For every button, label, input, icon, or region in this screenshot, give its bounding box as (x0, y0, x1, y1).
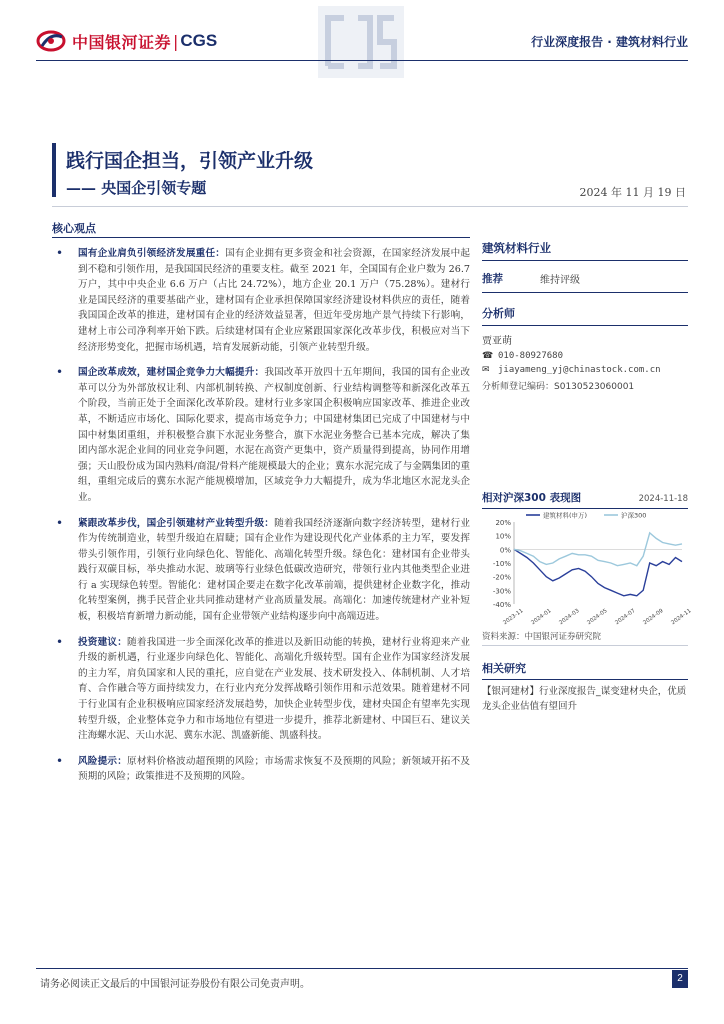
x-tick-label: 2023-11 (502, 608, 525, 627)
email-icon: ✉ (482, 365, 490, 375)
y-tick-label: -40% (492, 601, 511, 609)
core-bullet (52, 635, 470, 744)
y-tick-label: 10% (495, 532, 511, 541)
rating-value: 维持评级 (540, 275, 580, 286)
core-views-heading: 核心观点 (52, 222, 96, 235)
title-accent-bar (52, 143, 56, 197)
brand-separator: | (173, 31, 179, 51)
bullet-text: 我国改革开放四十五年期间，我国的国有企业改革可以分为外部放权让利、内部机制转换、产权制度创新、行业结构调整等和新深化改革五个阶段，当前正处于全面深化改革阶段。建材行业多家国企积极响应国家改革、推进企业改革，不断适应市场化、国际化要求，提高市场竞争力；中国建材集团已完成了中国建材与中国中材集团重组，并积极整合旗下水泥业务整合，旗下水泥业务整合已基本完成，解决了集团内部水泥企业间的同业竞争问题，水泥在高资产更集中，资产质量得到提高，协同作用增强；天山股份成为国内熟料/商混/骨料产能规模最大的企业；冀东水泥完成了与金隅集团的重组，重组完成后的冀东水泥产能规模增加，区域竞争力大幅提升，成为华北地区水泥龙头企业。 (78, 367, 471, 503)
header-divider (36, 60, 688, 61)
bullet-text: 随着我国进一步全面深化改革的推进以及新旧动能的转换，建材行业将迎来产业升级的新机遇，行业逐步向绿色化、智能化、高端化升级转型。国有企业作为国家经济发展的主力军，肩负国家和人民的重托，应自觉在产业发展、技术研发投入、体制机制、人才培育、合作融合等方面持续发力，在行业内充分发挥战略引领作用和示范效果。随着建材不同于行业国有企业积极响应国家经济发展趋势，加快企业转型步伐，建材央国企有望率先实现转型升级，企业整体竞争力和市场地位有望进一步提升，推荐北新建材、中国巨石、建议关注海螺水泥、天山水泥、冀东水泥、凯盛新能、凯盛科技。 (78, 636, 471, 742)
bullet-lead: 国企改革成效，建材国企竞争力大幅提升： (78, 367, 265, 379)
report-title: 践行国企担当，引领产业升级 (66, 150, 314, 172)
galaxy-logo-icon (36, 28, 66, 54)
chart-title: 相对沪深300 表现图 (482, 492, 582, 504)
chart-source: 资料来源：中国银河证券研究院 (482, 632, 602, 642)
x-tick-label: 2024-03 (558, 608, 581, 627)
analyst-cert: 分析师登记编码：S0130523060001 (482, 382, 635, 392)
y-tick-label: 20% (495, 519, 511, 527)
x-tick-label: 2024-09 (642, 608, 665, 627)
bullet-lead: 投资建议： (78, 636, 128, 648)
bullet-text: 国有企业拥有更多资金和社会资源，在国家经济发展中起到不稳和引领作用，是我国国民经济的重要支柱。截至 2021 年，全国国有企业户数为 26.7 万户，其中中央企业 6.6 万户（占比 24.72%），地方企业 20.1 万户（75.28%）。建材行业是国民经济的重要基础产业，建材国有企业承担保障国家经济建设材料供应的责任，随着我国国企改革的推进，建材国有企业的经济效益显著，但近年受房地产景气持续下行影响，建材上市公司净利率开始下跌。后续建材国有企业应紧跟国家深化改革步伐，积极应对当下经济形势变化，把握市场机遇，培育发展新动能，引领产业转型升级。 (78, 248, 471, 353)
brand-logo (36, 28, 217, 54)
analyst-heading: 分析师 (482, 305, 688, 326)
analyst-phone-row (482, 351, 688, 361)
phone-icon: ☎ (482, 351, 494, 361)
y-tick-label: -10% (492, 560, 511, 568)
report-type: 行业深度报告 · 建筑材料行业 (531, 35, 688, 49)
x-tick-label: 2024-05 (586, 608, 609, 627)
report-subtitle: —— 央国企引领专题 (66, 179, 207, 197)
y-tick-label: 0% (499, 546, 511, 555)
analyst-email[interactable]: jiayameng_yj@chinastock.com.cn (498, 365, 661, 375)
x-tick-label: 2024-01 (530, 608, 553, 627)
rating-key: 推荐 (482, 273, 503, 285)
core-bullet (52, 365, 470, 505)
relative-performance-chart (482, 508, 693, 628)
industry-name: 建筑材料行业 (482, 240, 688, 261)
report-date: 2024 年 11 月 19 日 (579, 186, 686, 199)
analyst-phone: 010-80927680 (498, 351, 564, 361)
x-tick-label: 2024-11 (670, 608, 693, 627)
footer-divider (36, 968, 688, 969)
sidebar (482, 240, 688, 392)
series-line-building-materials (514, 549, 682, 596)
legend-label: 建筑材料(申万) (543, 511, 588, 520)
bullet-lead: 风险提示： (78, 755, 128, 767)
title-divider (52, 206, 688, 207)
core-bullet (52, 516, 470, 625)
brand-name-cn: 中国银河证券 (72, 32, 172, 52)
core-bullet (52, 246, 470, 355)
analyst-email-row (482, 365, 688, 375)
rating-row (482, 271, 688, 293)
footer-disclaimer: 请务必阅读正文最后的中国银河证券股份有限公司免责声明。 (40, 979, 310, 990)
y-tick-label: -20% (492, 573, 511, 582)
page-header (0, 0, 724, 80)
y-tick-label: -30% (492, 587, 511, 596)
core-bullet (52, 754, 470, 785)
page-number: 2 (672, 970, 688, 988)
analyst-name: 贾亚萌 (482, 336, 512, 347)
chart-divider (482, 645, 688, 646)
related-research-item[interactable]: 【银河建材】行业深度报告_谋变建材央企，优质龙头企业估值有望回升 (482, 686, 687, 712)
analyst-cert-row (482, 379, 688, 392)
core-divider (52, 237, 470, 238)
related-research-heading: 相关研究 (482, 660, 688, 680)
bullet-lead: 紧跟改革步伐，国企引领建材产业转型升级： (78, 517, 275, 529)
chart-header (482, 490, 688, 509)
bullet-text: 原材料价格波动超预期的风险；市场需求恢复不及预期的风险；新领域开拓不及预期的风险；政策推进不及预期的风险。 (78, 755, 471, 783)
chart-date: 2024-11-18 (638, 494, 688, 504)
brand-name-en: CGS (180, 31, 218, 50)
core-views-list (52, 246, 470, 795)
bullet-lead: 国有企业肩负引领经济发展重任： (78, 248, 226, 259)
legend-label: 沪深300 (621, 511, 647, 520)
bullet-text: 随着我国经济逐渐向数字经济转型，建材行业作为传统制造业，转型升级迫在眉睫；国有企业作为建设现代化产业体系的主力军，要发挥带头引领作用，引领行业向绿色化、智能化、高端化转型升级。绿色化：建材国有企业带头践行双碳目标，举央推动水泥、玻璃等行业绿色低碳改造研究，带领行业内其他类型企业进行 a 实现绿色转型。智能化：建材国企要走在数字化改革前端，提供建材企业数字化，推动化转型案例，携手民营企业共同推动建材产业高质量发展。高端化：加速传统建材产业补短板，积极培育新增力新动能，国有企业带领产业结构逐步向中高端迈进。 (78, 517, 471, 623)
cgs-watermark-icon (318, 6, 404, 78)
x-tick-label: 2024-07 (614, 608, 637, 627)
